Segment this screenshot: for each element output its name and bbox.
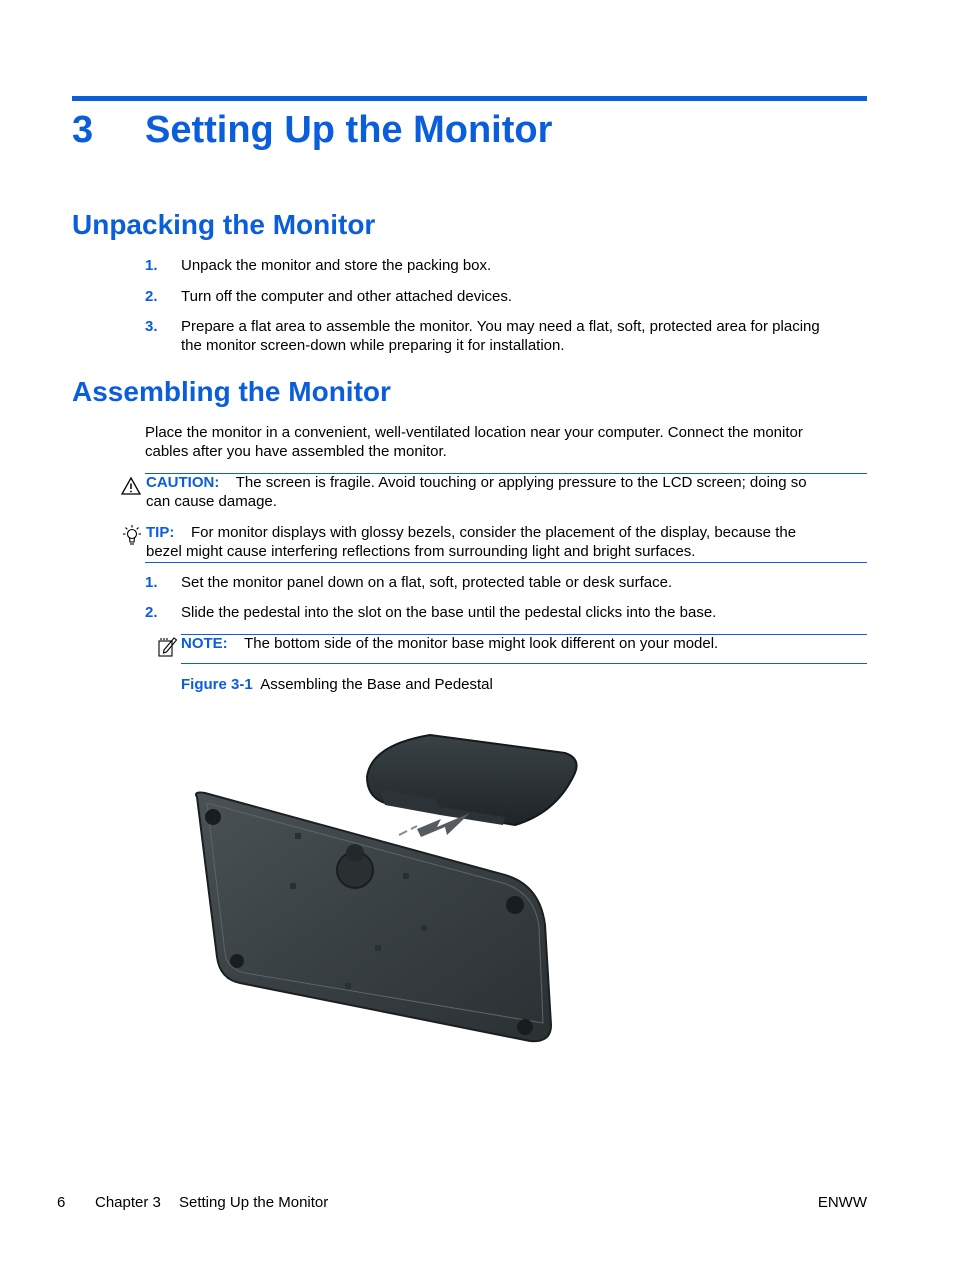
caution-label: CAUTION:: [146, 474, 220, 491]
step-text: the monitor screen-down while preparing it for installation.: [181, 337, 565, 354]
caution-text-2: can cause damage.: [146, 493, 277, 510]
tip-line: [146, 523, 796, 542]
section-heading-unpacking: Unpacking the Monitor: [72, 209, 376, 240]
step-number: 2.: [145, 604, 158, 621]
caution-text: The screen is fragile. Avoid touching or applying pressure to the LCD screen; doing so: [235, 474, 807, 491]
footer-chapter-title: Setting Up the Monitor: [179, 1194, 329, 1211]
step-text: Turn off the computer and other attached devices.: [181, 288, 513, 305]
step-text: Slide the pedestal into the slot on the base until the pedestal clicks into the base.: [181, 604, 717, 621]
note-text: The bottom side of the monitor base might look different on your model.: [244, 635, 719, 652]
chapter-title: Setting Up the Monitor: [145, 109, 553, 151]
step-text: Prepare a flat area to assemble the monitor. You may need a flat, soft, protected area for placing: [181, 318, 820, 335]
intro-text: Place the monitor in a convenient, well-ventilated location near your computer. Connect the monitor: [145, 424, 803, 441]
footer-code: ENWW: [817, 1194, 867, 1211]
step-number: 2.: [145, 288, 158, 305]
monitor-base: [196, 793, 551, 1042]
caution-line: [146, 473, 807, 492]
footer-chapter: Chapter 3: [95, 1194, 161, 1211]
note-rule-bottom: [181, 663, 867, 664]
tip-rule: [145, 562, 867, 563]
step-number: 3.: [145, 318, 158, 335]
figure-label: Figure 3-1: [181, 676, 253, 693]
note-label: NOTE:: [181, 635, 228, 652]
note-icon: [156, 635, 180, 659]
section-heading-assembling: Assembling the Monitor: [72, 376, 391, 407]
tip-label: TIP:: [146, 524, 175, 541]
tip-text: For monitor displays with glossy bezels, consider the placement of the display, because the: [191, 524, 797, 541]
step-text: Unpack the monitor and store the packing box.: [181, 257, 492, 274]
step-number: 1.: [145, 574, 158, 591]
step-number: 1.: [145, 257, 158, 274]
tip-text-2: bezel might cause interfering reflections from surrounding light and bright surfaces.: [146, 543, 696, 560]
page-number: 6: [57, 1194, 66, 1211]
chapter-rule: [72, 96, 867, 101]
lightbulb-icon: [120, 524, 144, 550]
arrow-icon: [417, 813, 470, 837]
figure-caption: [181, 675, 493, 694]
caution-icon: [120, 476, 142, 496]
chapter-number: 3: [72, 109, 94, 151]
step-text: Set the monitor panel down on a flat, soft, protected table or desk surface.: [181, 574, 673, 591]
monitor-base-illustration: [185, 725, 585, 1050]
figure-caption-text: Assembling the Base and Pedestal: [260, 676, 493, 693]
monitor-pedestal: [367, 735, 577, 825]
intro-text: cables after you have assembled the monitor.: [145, 443, 447, 460]
note-line: [181, 634, 718, 653]
